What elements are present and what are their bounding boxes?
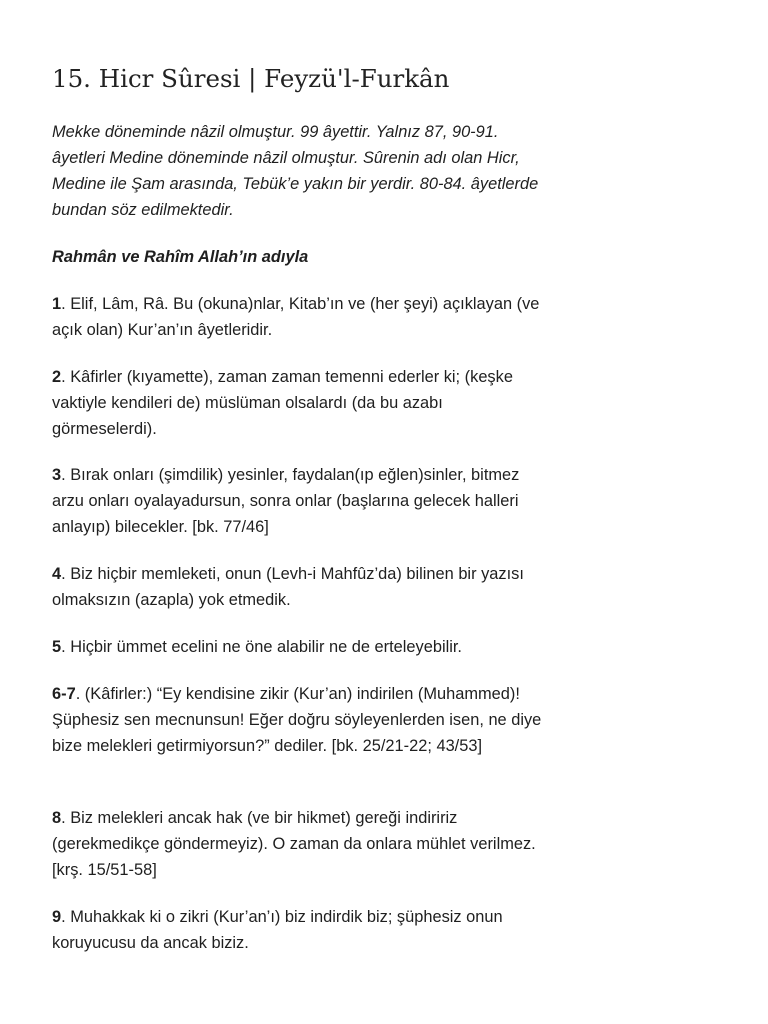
verse-2 [52,364,552,442]
verse-4 [52,561,552,613]
verse-number: 9 [52,908,62,926]
verse-number: 8 [52,809,62,827]
verse-number: 5 [52,638,62,656]
verse-text: . Bırak onları (şimdilik) yesinler, faydalan(ıp eğlen)sinler, bitmez arzu onları oyalayadursun, sonra onlar (başlarına gelecek halleri anlayıp) bilecekler. [bk. 77/46] [52,466,520,536]
verse-6-7 [52,681,552,759]
verse-text: . Muhakkak ki o zikri (Kur’an’ı) biz indirdik biz; şüphesiz onun koruyucusu da ancak biziz. [52,908,503,952]
verse-text: . Elif, Lâm, Râ. Bu (okuna)nlar, Kitab’ın ve (her şeyi) açıklayan (ve açık olan) Kur’an’ın âyetleridir. [52,295,540,339]
verse-1 [52,291,552,343]
verse-text: . Biz melekleri ancak hak (ve bir hikmet) gereği indiririz (gerekmedikçe göndermeyiz). O zaman da onlara mühlet verilmez. [krş. 15/51-58] [52,809,536,879]
verse-8 [52,805,552,883]
verse-number: 4 [52,565,62,583]
verse-text: . Hiçbir ümmet ecelini ne öne alabilir ne de erteleyebilir. [61,638,462,656]
verse-text: . (Kâfirler:) “Ey kendisine zikir (Kur’an) indirilen (Muhammed)! Şüphesiz sen mecnunsun! Eğer doğru söyleyenlerden isen, ne diye bize melekleri getirmiyorsun?” dediler. [bk. 25/21-22; 43/53] [52,685,542,755]
verse-5 [52,634,552,660]
basmala: Rahmân ve Rahîm Allah’ın adıyla [52,248,309,266]
verse-number: 1 [52,295,62,313]
page-title: 15. Hicr Sûresi | Feyzü'l-Furkân [52,64,450,93]
verse-number: 6-7 [52,685,76,703]
verse-number: 2 [52,368,62,386]
verse-text: . Kâfirler (kıyamette), zaman zaman temenni ederler ki; (keşke vaktiyle kendileri de) müslüman olsalardı (da bu azabı görmeselerdi). [52,368,513,438]
verse-3 [52,462,552,540]
verse-number: 3 [52,466,62,484]
surah-intro: Mekke döneminde nâzil olmuştur. 99 âyettir. Yalnız 87, 90-91. âyetleri Medine döneminde nâzil olmuştur. Sûrenin adı olan Hicr, Medine ile Şam arasında, Tebük’e yakın bir yerdir. 80-84. âyetlerde bundan söz edilmektedir. [52,123,539,219]
verse-9 [52,904,552,956]
verse-text: . Biz hiçbir memleketi, onun (Levh-i Mahfûz’da) bilinen bir yazısı olmaksızın (azapla) yok etmedik. [52,565,524,609]
